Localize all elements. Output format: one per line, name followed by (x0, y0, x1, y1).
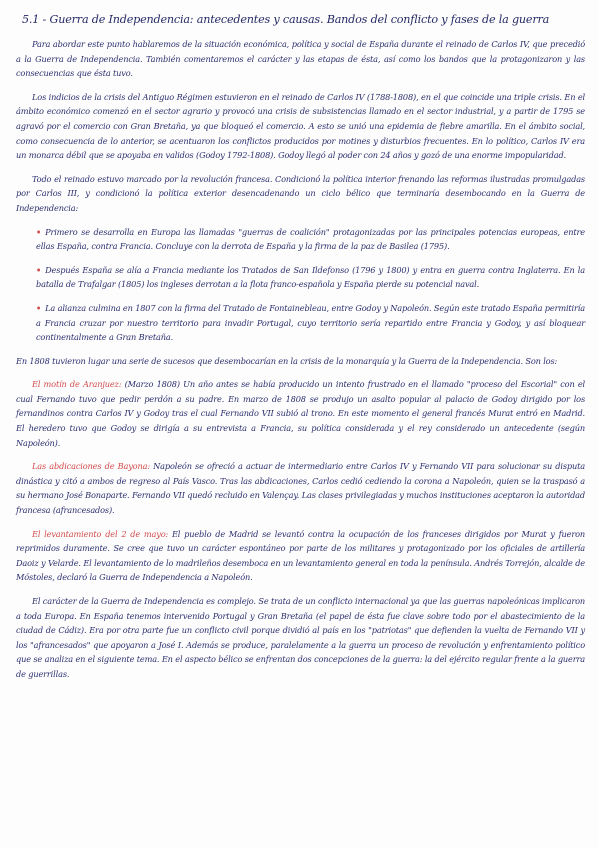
heading-motin-aranjuez: El motín de Aranjuez: (32, 379, 122, 390)
bullet-item (36, 301, 585, 345)
paragraph-text: Napoleón se ofreció a actuar de intermediario entre Carlos IV y Fernando VII para solucionar su disputa dinástica y citó a ambos de regreso al País Vasco. Tras las abdicaciones, Carlos cedió cediendo la corona a Napoleón, quien se la traspasó a su hermano José Bonaparte. Fernando VII quedó recluido en Valençay. Las clases privilegiadas y muchos instituciones aceptaron la autoridad francesa (afrancesados). (16, 461, 585, 516)
paragraph-dos-de-mayo (16, 527, 585, 585)
bullet-item (36, 225, 585, 254)
bullet-text: La alianza culmina en 1807 con la firma del Tratado de Fontainebleau, entre Godoy y Napoleón. Según este tratado España permitiría a Francia cruzar por nuestro territorio para invadir Portugal, cuyo territorio sería repartido entre Francia y Godoy, y así bloquear continentalmente a Gran Bretaña. (36, 302, 585, 343)
paragraph-bayona (16, 459, 585, 517)
paragraph-text: (Marzo 1808) Un año antes se había producido un intento frustrado en el llamado "proceso del Escorial" con el cual Fernando tuvo que pedir perdón a su padre. En marzo de 1808 se produjo un asalto popular al palacio de Godoy dirigido por los fernandinos contra Carlos IV y Godoy tras el cual Fernando VII subió al trono. En este momento el general francés Murat entró en Madrid. El heredero tuvo que Godoy se dirigía a su entrevista a Francia, su política considerada y el rey considerado un antecedente (según Napoleón). (16, 379, 585, 448)
paragraph-revolucion: Todo el reinado estuvo marcado por la revolución francesa. Condicionó la política interior frenando las reformas ilustradas promulgadas por Carlos III, y condicionó la política exterior desencadenando un ciclo bélico que terminaría desembocando en la Guerra de Independencia: (16, 173, 585, 213)
paragraph-sucesos: En 1808 tuvieron lugar una serie de sucesos que desembocarían en la crisis de la monarquía y la Guerra de la Independencia. Son los: (16, 355, 558, 366)
bullet-dot-icon: • (36, 302, 42, 313)
bullet-item (36, 263, 585, 292)
paragraph-crisis: Los indicios de la crisis del Antiguo Régimen estuvieron en el reinado de Carlos IV (1788-1808), en el que coincide una triple crisis. En el ámbito económico comenzó en el sector agrario y provocó una crisis de subsistencias llamado en el sector industrial, y a partir de 1795 se agravó por el comercio con Gran Bretaña, ya que bloqueó el comercio. A esto se unió una epidemia de fiebre amarilla. En el ámbito social, como consecuencia de lo anterior, se acentuaron los conflictos producidos por motines y disturbios frecuentes. En lo político, Carlos IV era un monarca débil que se apoyaba en validos (Godoy 1792-1808). Godoy llegó al poder con 24 años y gozó de una enorme impopularidad. (16, 91, 585, 161)
heading-abdicaciones-bayona: Las abdicaciones de Bayona: (32, 461, 150, 472)
paragraph-caracter: El carácter de la Guerra de Independencia es complejo. Se trata de un conflicto internacional ya que las guerras napoleónicas implicaron a toda Europa. En España tenemos intervenido Portugal y Gran Bretaña (el papel de ésta fue clave sobre todo por el abastecimiento de la ciudad de Cádiz). Era por otra parte fue un conflicto civil porque dividió al país en los "patriotas" que defienden la vuelta de Fernando VII y los "afrancesados" que apoyaron a José I. Además se produce, paralelamente a la guerra un proceso de revolución y enfrentamiento político que se analiza en el siguiente tema. En el aspecto bélico se enfrentan dos concepciones de la guerra: la del ejército regular frente a la guerra de guerrillas. (16, 596, 585, 679)
paragraph-text: El pueblo de Madrid se levantó contra la ocupación de los franceses dirigidos por Murat y fueron reprimidos duramente. Se cree que tuvo un carácter espontáneo por parte de los militares y protagonizado por los oficiales de artillería Daoiz y Velarde. El levantamiento de lo madrileños desemboca en un levantamiento general en toda la península. Andrés Torrejón, alcalde de Móstoles, declaró la Guerra de Independencia a Napoleón. (16, 528, 585, 583)
bullet-text: Primero se desarrolla en Europa las llamadas "guerras de coalición" protagonizadas por las principales potencias europeas, entre ellas España, contra Francia. Concluye con la derrota de España y la firma de la paz de Basilea (1795). (36, 226, 585, 252)
page-title: 5.1 - Guerra de Independencia: antecedentes y causas. Bandos del conflicto y fases de la guerra (22, 13, 550, 26)
bullet-text: Después España se alía a Francia mediante los Tratados de San Ildefonso (1796 y 1800) y entra en guerra contra Inglaterra. En la batalla de Trafalgar (1805) los ingleses derrotan a la flota franco-española y España pierde su potencial naval. (36, 264, 585, 290)
paragraph-aranjuez (16, 377, 585, 450)
bullet-dot-icon: • (36, 226, 42, 237)
bullet-dot-icon: • (36, 264, 42, 275)
paragraph-intro: Para abordar este punto hablaremos de la situación económica, política y social de España durante el reinado de Carlos IV, que precedió a la Guerra de Independencia. También comentaremos el carácter y las etapas de ésta, así como los bandos que la protagonizaron y las consecuencias que ésta tuvo. (16, 39, 585, 79)
heading-levantamiento: El levantamiento del 2 de mayo: (32, 528, 169, 539)
